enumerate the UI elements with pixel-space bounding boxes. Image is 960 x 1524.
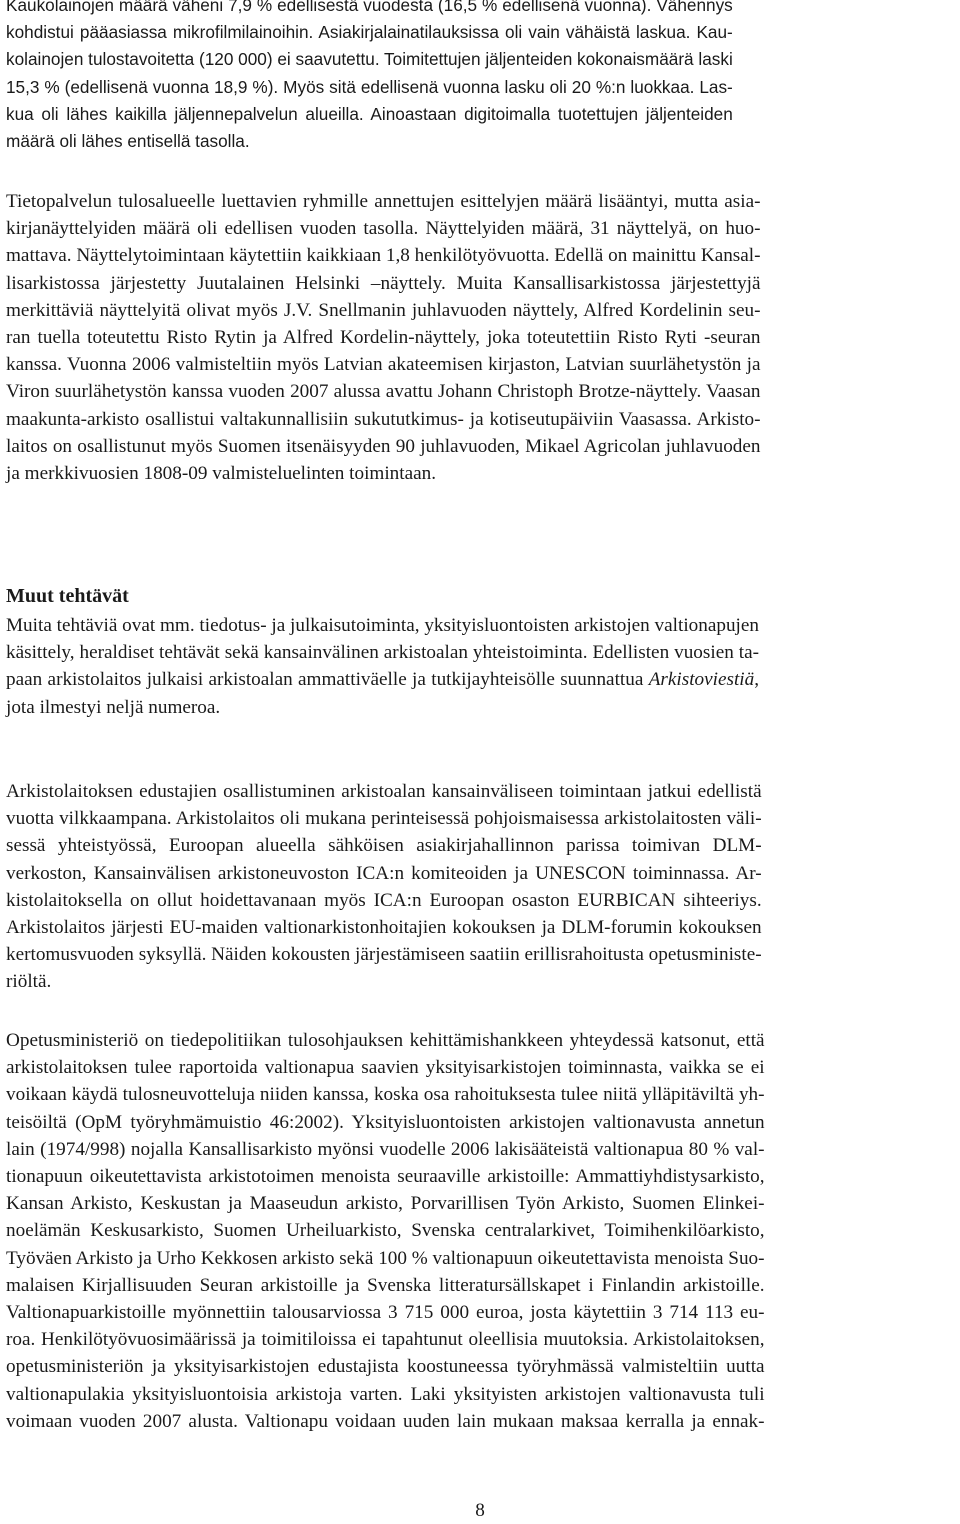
- text-line: maakunta-arkisto osallistui valtakunnallisiin sukututkimus- ja kotiseutupäiviin Vaasassa. Arkisto-: [6, 408, 761, 430]
- text-line: tionapuun oikeutettavista arkistotoimen menoista seuraaville arkistoille: Ammattiyhdistysarkisto,: [6, 1166, 765, 1188]
- text-line: ran tuella toteutettu Risto Rytin ja Alfred Kordelin-näyttely, joka toteutettiin Risto Ryti -seuran: [6, 327, 761, 349]
- text-line: Opetusministeriö on tiedepolitiikan tulosohjauksen kehittämishankkeen yhteydessä katsonut, että: [6, 1030, 765, 1051]
- text-line: Viron suurlähetystön kanssa vuoden 2007 alussa avattu Johann Christoph Brotze-näyttely. Vaasan: [6, 381, 761, 403]
- text-line: 15,3 % (edellisenä vuonna 18,9 %). Myös sitä edellisenä vuonna lasku oli 20 %:n luokkaa. Las-: [6, 76, 733, 97]
- text-line: kirjanäyttelyiden määrä oli edellisen vuoden tasolla. Näyttelyiden määrä, 31 näyttelyä, on huo-: [6, 218, 761, 240]
- text-line: kistolaitoksella on ollut hoidettavanaan myös ICA:n Euroopan osaston EURBICAN sihteeriys.: [6, 889, 762, 911]
- text-line: opetusministeriön ja yksityisarkistojen edustajista koostuneessa työryhmässä valmisteltiin uutta: [6, 1356, 765, 1378]
- paragraph-other-tasks: [6, 612, 759, 721]
- text-line: malaisen Kirjallisuuden Seuran arkistoille ja Svenska litteratursällskapet i Finlandin arkistoille.: [6, 1274, 765, 1296]
- text-line: Kaukolainojen määrä väheni 7,9 % edellisestä vuodesta (16,5 % edellisenä vuonna). Vähennys: [6, 0, 733, 15]
- text-line: mattava. Näyttelytoimintaan käytettiin kaikkiaan 1,8 henkilötyövuotta. Edellä on mainittu Kansal-: [6, 245, 761, 267]
- section-heading: Muut tehtävät: [6, 585, 129, 607]
- text-line: Valtionapuarkistoille myönnettiin talousarviossa 3 715 000 euroa, josta käytettiin 3 714 113 eu-: [6, 1302, 765, 1324]
- text-line: sessä yhteistyössä, Euroopan alueella sähköisen asiakirjahallinnon parissa toimivan DLM-: [6, 835, 762, 857]
- text-line: Muita tehtäviä ovat mm. tiedotus- ja julkaisutoiminta, yksityisluontoisten arkistojen valtionapujen: [6, 615, 759, 636]
- publication-title: Arkistoviestiä: [648, 669, 755, 691]
- paragraph-exhibitions: [6, 188, 761, 487]
- page-number: 8: [475, 1500, 485, 1521]
- text-line: verkoston, Kansainvälisen arkistoneuvoston ICA:n komiteoiden ja UNESCON toiminnassa. Ar-: [6, 862, 762, 884]
- text-segment: paan arkistolaitos julkaisi arkistoalan ammattiväelle ja tutkijayhteisölle suunnattua: [6, 669, 649, 691]
- text-line: [6, 666, 759, 693]
- paragraph-state-aid: [6, 1027, 765, 1435]
- text-line: roa. Henkilötyövuosimäärissä ja toimitiloissa ei tapahtunut oleellisia muutoksia. Arkistolaitoksen,: [6, 1329, 765, 1351]
- text-line: Työväen Arkisto ja Urho Kekkosen arkisto sekä 100 % valtionapuun oikeutettavista menoista Suo-: [6, 1247, 765, 1269]
- text-line: vuotta vilkkaampana. Arkistolaitos oli mukana perinteisessä pohjoismaisessa arkistolaitosten väli-: [6, 808, 762, 830]
- text-line: riöltä.: [6, 971, 52, 993]
- text-line: kanssa. Vuonna 2006 valmisteltiin myös Latvian akateemisen kirjaston, Latvian suurlähetystön ja: [6, 354, 761, 376]
- text-line: voikaan käydä tulosneuvotteluja niiden kanssa, koska osa rahoituksesta tulee niitä ylläpitäviltä yh-: [6, 1084, 765, 1106]
- text-line: Kansan Arkisto, Keskustan ja Maaseudun arkisto, Porvarillisen Työn Arkisto, Suomen Elinkei-: [6, 1193, 765, 1215]
- text-line: kolainojen tulostavoitetta (120 000) ei saavutettu. Toimitettujen jäljenteiden kokonaismäärä laski: [6, 49, 733, 70]
- text-line: teisöiltä (OpM työryhmämuistio 46:2002). Yksityisluontoisten arkistojen valtionavusta annetun: [6, 1111, 765, 1133]
- text-segment: ,: [754, 669, 759, 691]
- text-line: jota ilmestyi neljä numeroa.: [6, 696, 221, 718]
- text-line: laitos on osallistunut myös Suomen itsenäisyyden 90 juhlavuoden, Mikael Agricolan juhlavuoden: [6, 435, 761, 457]
- text-line: kohdistui pääasiassa mikrofilmilainoihin. Asiakirjalainatilauksissa oli vain vähäistä laskua. Kau-: [6, 22, 733, 43]
- paragraph-interlibrary-loans: [6, 0, 733, 155]
- text-line: lain (1974/998) nojalla Kansallisarkisto myönsi vuodelle 2006 lakisääteistä valtionapua 80 % val-: [6, 1138, 765, 1160]
- text-line: kua oli lähes kaikilla jäljennepalvelun alueilla. Ainoastaan digitoimalla tuotettujen jäljenteiden: [6, 103, 733, 124]
- text-line: käsittely, heraldiset tehtävät sekä kansainvälinen arkistoalan yhteistoiminta. Edellisten vuosien ta-: [6, 642, 759, 664]
- text-line: valtionapulakia yksityisluontoisia arkistoja varten. Laki yksityisten arkistojen valtionavusta tuli: [6, 1383, 765, 1405]
- text-line: voimaan vuoden 2007 alusta. Valtionapu voidaan uuden lain mukaan maksaa kerralla ja ennak-: [6, 1410, 765, 1432]
- paragraph-international: [6, 778, 762, 996]
- text-line: määrä oli lähes entisellä tasolla.: [6, 131, 250, 152]
- text-line: arkistolaitoksen tulee raportoida valtionapua saavien yksityisarkistojen toiminnasta, vaikka se ei: [6, 1057, 765, 1079]
- text-line: kertomusvuoden syksyllä. Näiden kokousten järjestämiseen saatiin erillisrahoitusta opetusministe-: [6, 944, 762, 966]
- text-line: Tietopalvelun tulosalueelle luettavien ryhmille annettujen esittelyjen määrä lisääntyi, mutta asia-: [6, 191, 761, 212]
- text-line: noelämän Keskusarkisto, Suomen Urheiluarkisto, Svenska centralarkivet, Toimihenkilöarkisto,: [6, 1220, 765, 1242]
- text-line: ja merkkivuosien 1808-09 valmisteluelinten toimintaan.: [6, 463, 437, 485]
- text-line: Arkistolaitos järjesti EU-maiden valtionarkistonhoitajien kokouksen ja DLM-forumin kokouksen: [6, 917, 762, 939]
- text-line: merkittäviä näyttelyitä olivat myös J.V. Snellmanin juhlavuoden näyttely, Alfred Kordelinin seu-: [6, 299, 761, 321]
- text-line: Arkistolaitoksen edustajien osallistuminen arkistoalan kansainväliseen toimintaan jatkui edellistä: [6, 781, 762, 802]
- text-line: lisarkistossa järjestetty Juutalainen Helsinki –näyttely. Muita Kansallisarkistossa järjestettyjä: [6, 272, 761, 294]
